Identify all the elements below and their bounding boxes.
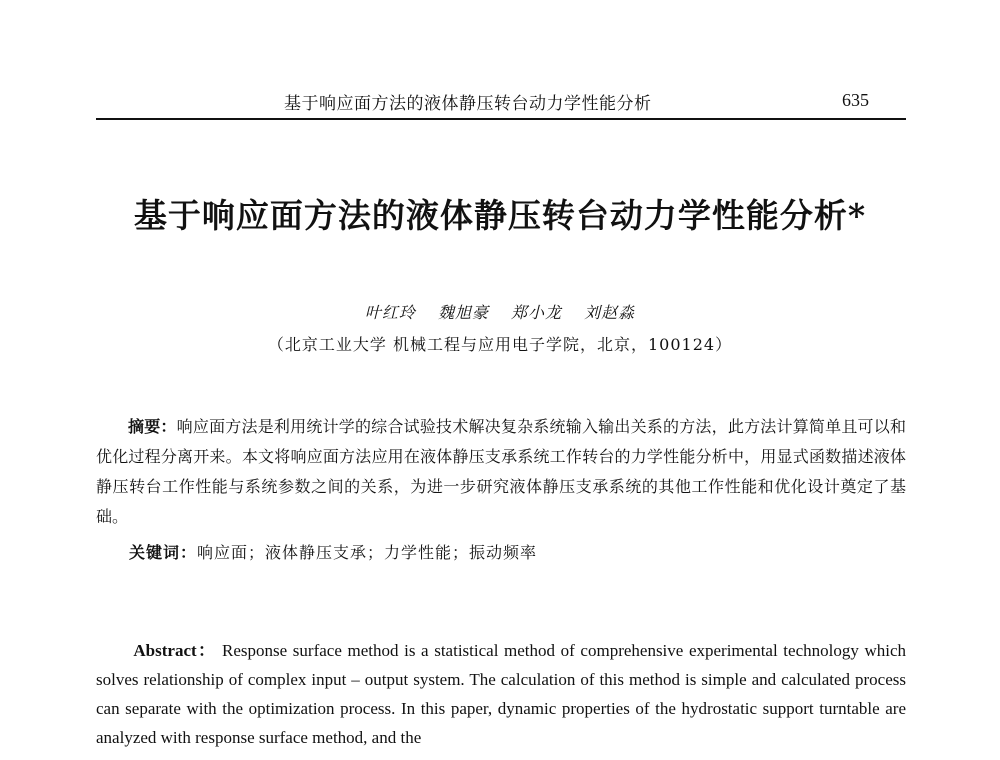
keywords-chinese xyxy=(129,540,909,563)
keywords-chinese-text: 响应面；液体静压支承；力学性能；振动频率 xyxy=(197,543,538,562)
abstract-english-label: Abstract： xyxy=(133,641,217,660)
keywords-chinese-label: 关键词： xyxy=(129,543,198,562)
affiliation: （北京工业大学 机械工程与应用电子学院，北京，100124） xyxy=(267,335,733,354)
abstract-english xyxy=(96,636,906,752)
paper-title: 基于响应面方法的液体静压转台动力学性能分析* xyxy=(133,196,867,235)
author-list: 叶红玲 魏旭豪 郑小龙 刘赵淼 xyxy=(364,303,636,322)
running-title: 基于响应面方法的液体静压转台动力学性能分析 xyxy=(284,94,652,114)
abstract-chinese xyxy=(96,412,906,532)
abstract-chinese-label: 摘要： xyxy=(128,417,177,436)
abstract-english-text: Response surface method is a statistical method of comprehensive experimental technology which solves relationship of complex input – output system. The calculation of this method is simple and calculated process can separate with the optimization process. In this paper, dynamic properties of the hydrostatic support turntable are analyzed with response surface method, and the xyxy=(96,641,906,747)
abstract-chinese-text: 响应面方法是利用统计学的综合试验技术解决复杂系统输入输出关系的方法，此方法计算简单且可以和优化过程分离开来。本文将响应面方法应用在液体静压支承系统工作转台的力学性能分析中，用显式函数描述液体静压转台工作性能与系统参数之间的关系，为进一步研究液体静压支承系统的其他工作性能和优化设计奠定了基础。 xyxy=(96,417,906,526)
page-number: 635 xyxy=(842,90,869,110)
header-rule xyxy=(96,118,906,120)
